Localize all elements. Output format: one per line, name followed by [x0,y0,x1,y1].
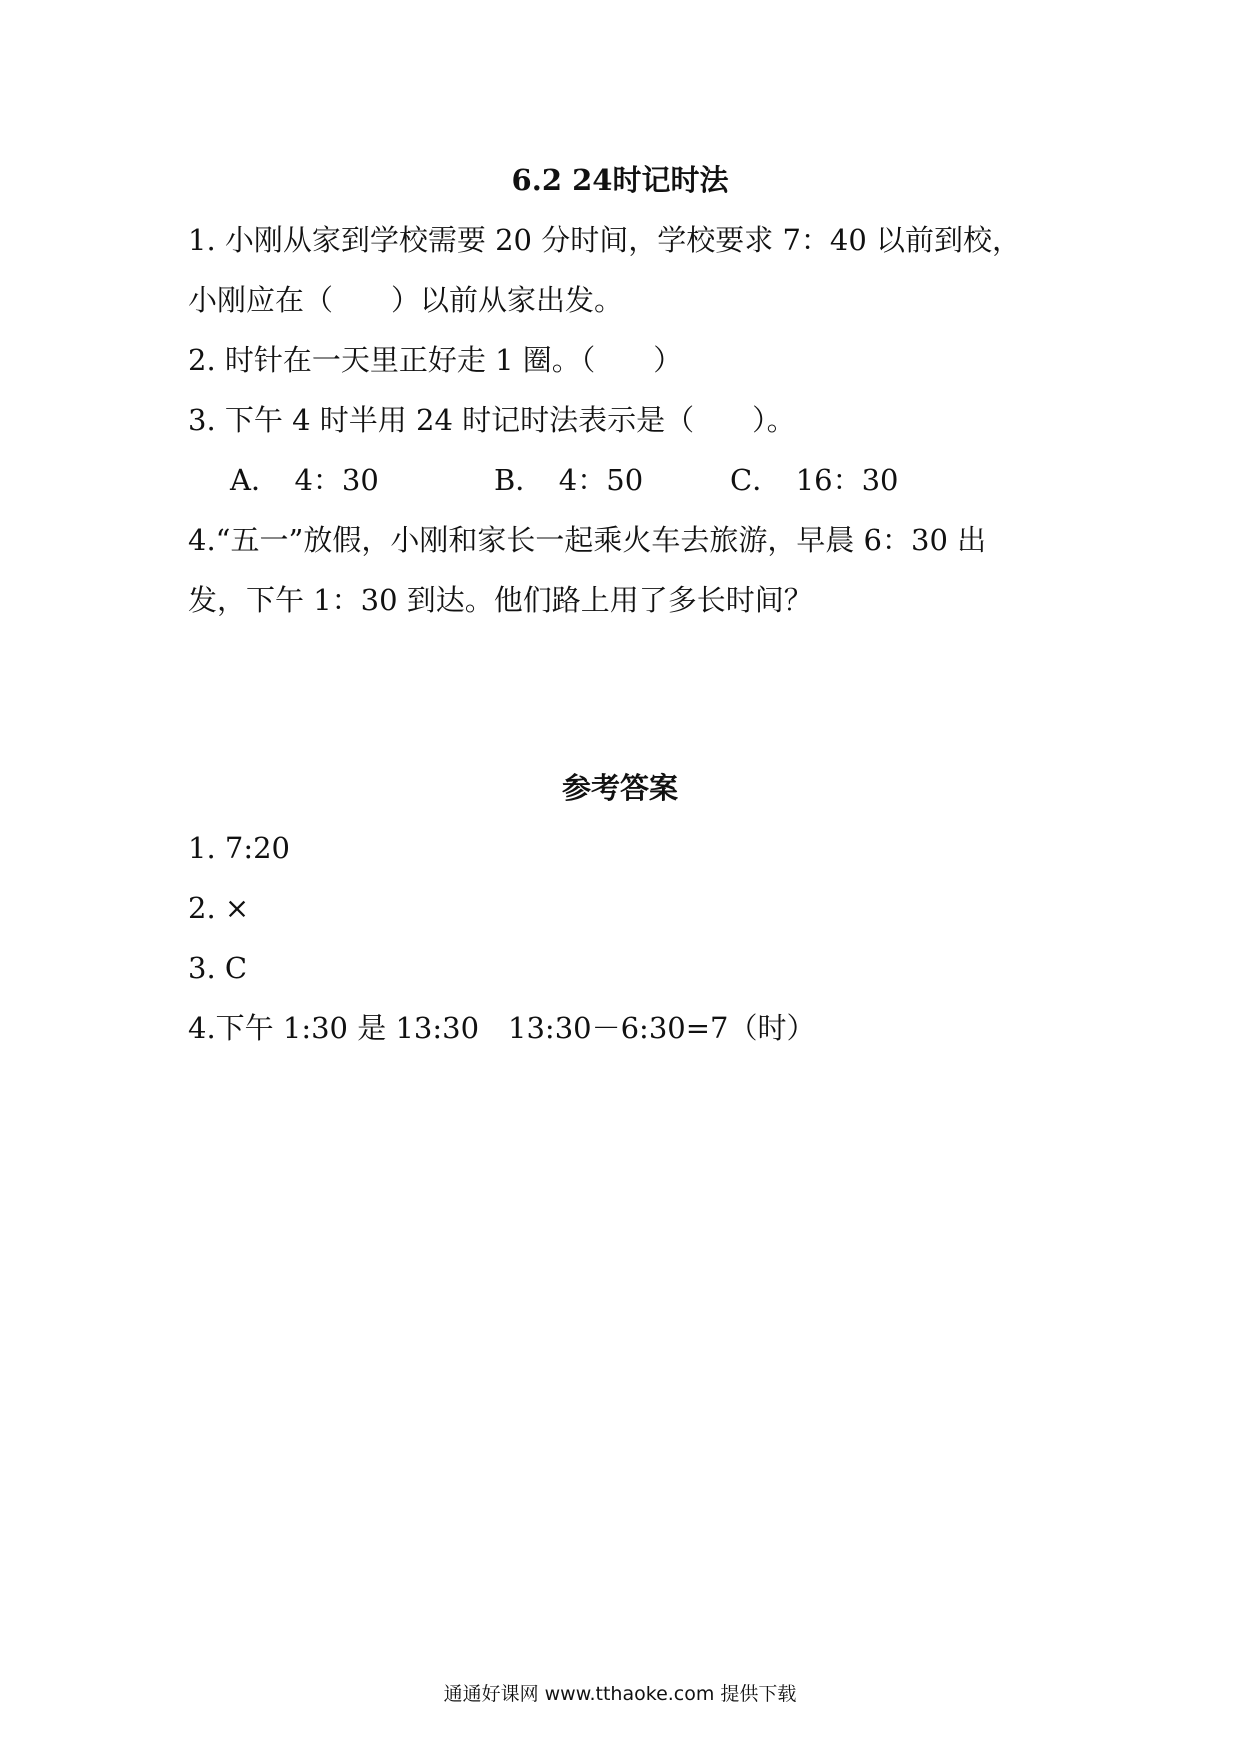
question-3-option-c: C． 16：30 [730,463,899,497]
answer-2: 2. × [188,891,250,925]
answer-4: 4.下午 1:30 是 13:30 13:30－6:30=7（时） [188,1011,816,1045]
question-3: 3. 下午 4 时半用 24 时记时法表示是（ ）。 [188,403,796,437]
answer-1: 1. 7:20 [188,831,291,865]
question-1-line-2: 小刚应在（ ）以前从家出发。 [188,283,624,317]
question-3-option-b: B． 4：50 [494,463,644,497]
question-1-line-1: 1. 小刚从家到学校需要 20 分时间，学校要求 7：40 以前到校， [188,223,1022,257]
question-4-line-2: 发，下午 1：30 到达。他们路上用了多长时间？ [188,583,813,617]
answer-key-title: 参考答案 [561,771,678,805]
answer-3: 3. C [188,951,248,985]
question-4-line-1: 4.“五一”放假，小刚和家长一起乘火车去旅游，早晨 6：30 出 [188,523,987,557]
question-2: 2. 时针在一天里正好走 1 圈。（ ） [188,343,683,377]
question-3-option-a: A． 4：30 [230,463,379,497]
page-title: 6.2 24时记时法 [511,163,729,197]
page-footer: 通通好课网 www.tthaoke.com 提供下载 [443,1683,797,1705]
